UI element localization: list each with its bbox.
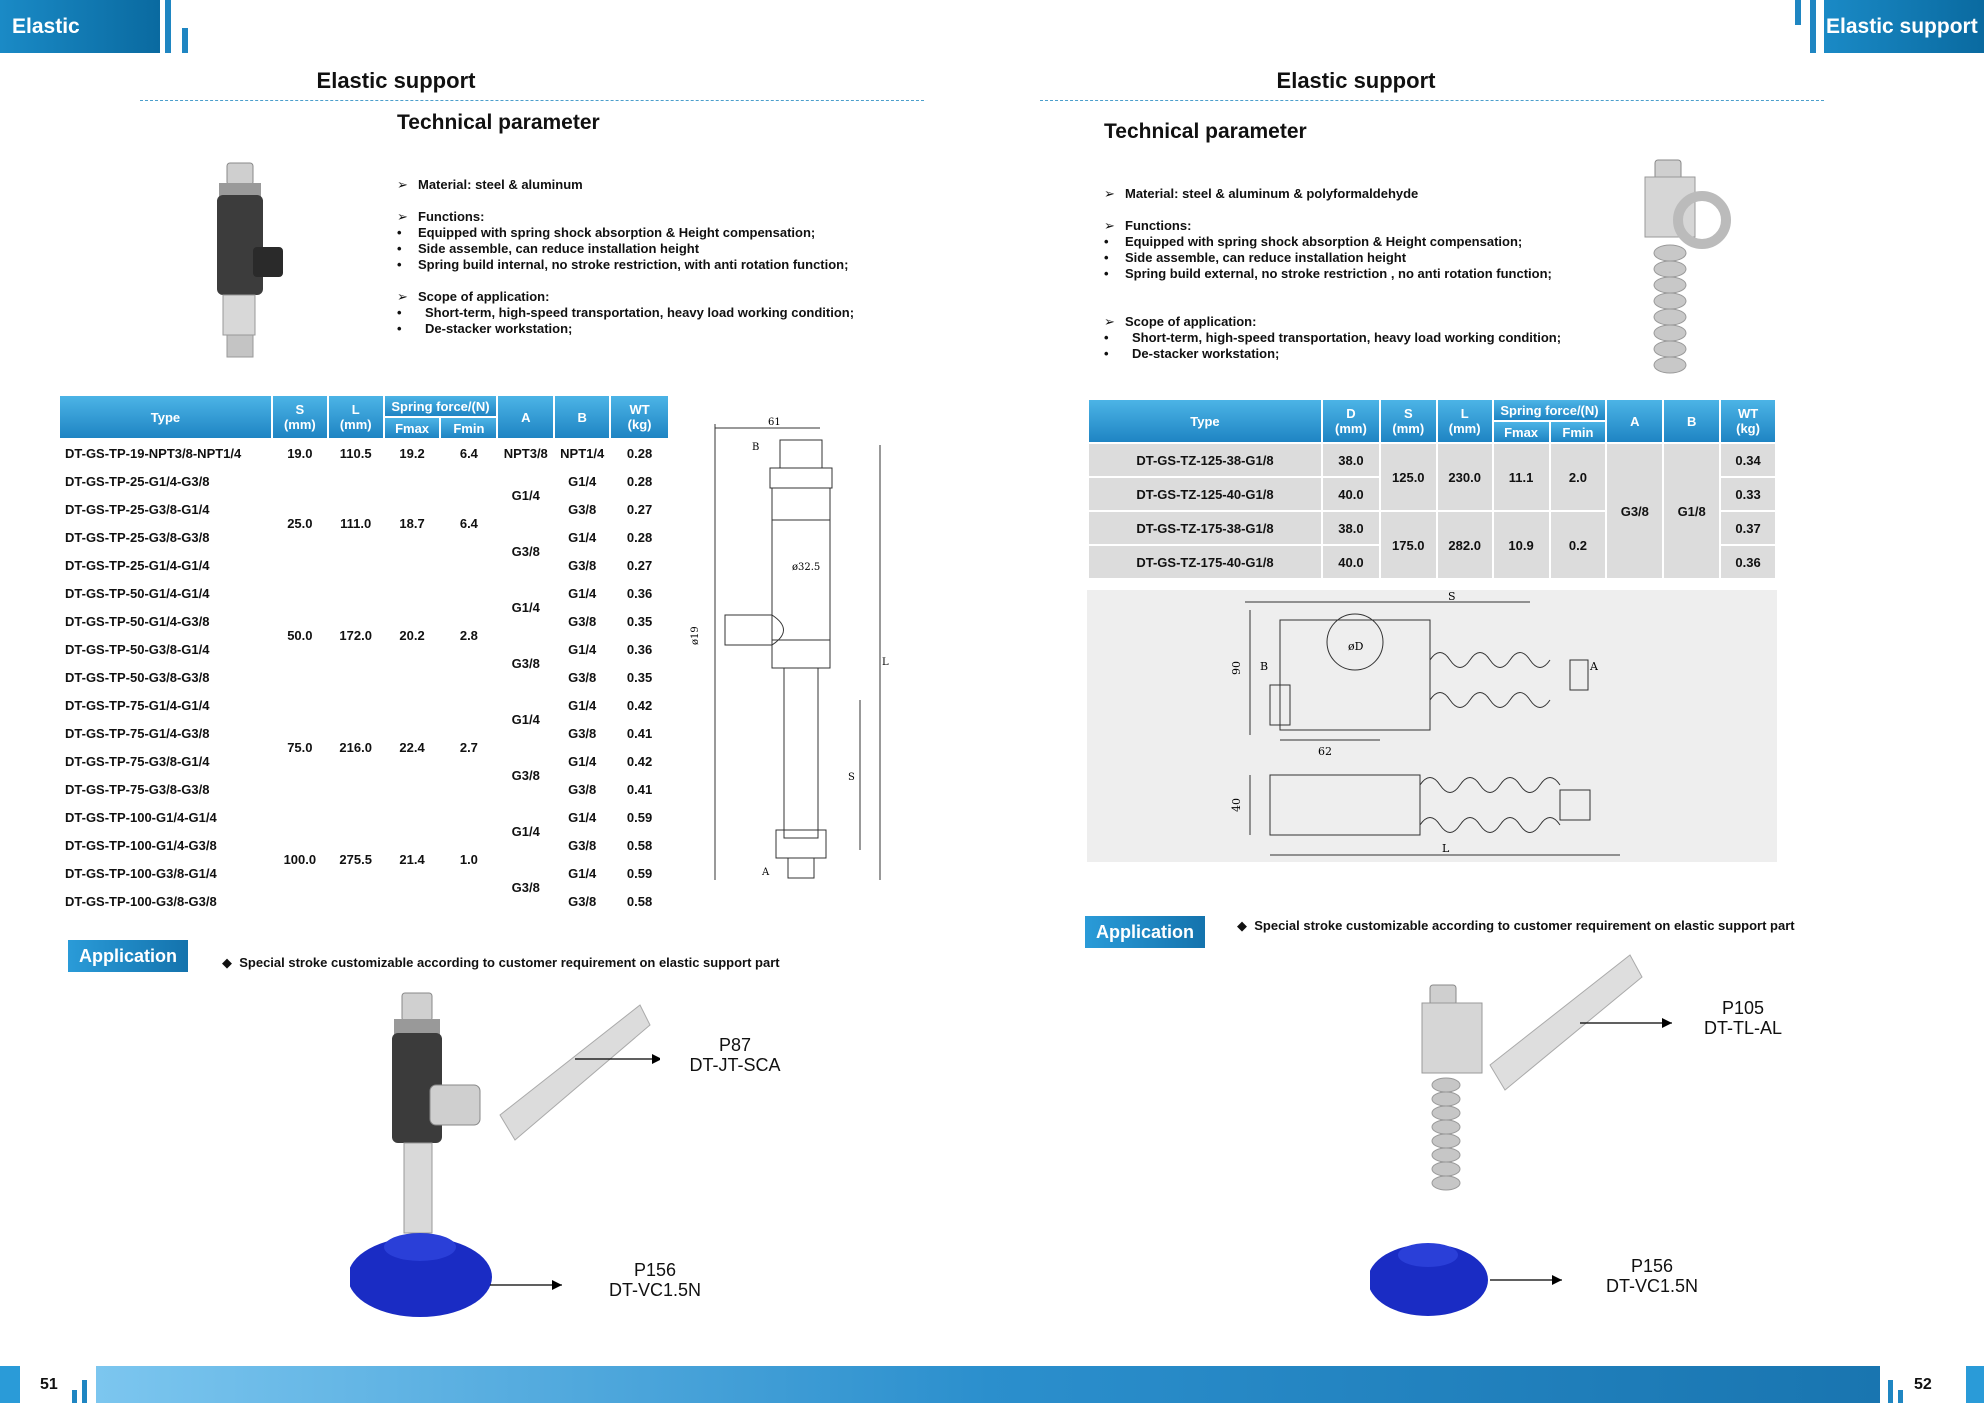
footer-bar-right-b — [1898, 1390, 1903, 1403]
header-bar-right-short — [1795, 0, 1801, 25]
table-row: DT-GS-TP-100-G3/8-G3/8 G3/8 0.58 — [59, 887, 669, 915]
right-functions-title: ➢ Functions: — [1104, 218, 1192, 233]
left-application-button[interactable]: Application — [68, 940, 188, 972]
table-row: DT-GS-TZ-125-38-G1/8 38.0 125.0 230.0 11.1 2.0 G3/8 G1/8 0.34 — [1088, 443, 1776, 477]
right-application-note — [1237, 918, 1795, 934]
left-spec-table — [58, 394, 670, 916]
right-th-b: B — [1663, 399, 1720, 443]
right-spec-block — [1104, 186, 1624, 362]
right-scope-title-text: Scope of application: — [1125, 314, 1257, 329]
left-th-l: L (mm) — [328, 395, 384, 439]
footer-bar-left-b — [82, 1380, 87, 1403]
right-callout-2: P156 DT-VC1.5N — [1605, 1256, 1699, 1296]
right-title-rule — [1040, 100, 1824, 101]
left-dim-side: ø19 — [690, 626, 701, 645]
right-dim-90: 90 — [1230, 661, 1243, 675]
table-row: DT-GS-TZ-175-40-G1/8 40.0 0.36 — [1088, 545, 1776, 579]
right-functions-title-text: Functions: — [1125, 218, 1192, 233]
right-dim-b: B — [1260, 660, 1269, 673]
page-number-right: 52 — [1914, 1376, 1932, 1393]
right-scope-item: • De-stacker workstation; — [1104, 346, 1280, 361]
page-number-left: 51 — [40, 1376, 58, 1393]
diamond-icon: ◆ — [222, 955, 232, 970]
header-tag-left-label: Elastic support — [12, 15, 91, 91]
left-function-item: • Side assemble, can reduce installation height — [397, 241, 700, 256]
table-row: DT-GS-TP-25-G1/4-G3/8 25.0 111.0 18.7 6.4 G1/4 G1/4 0.28 — [59, 467, 669, 495]
left-material-line: ➢ Material: steel & aluminum — [397, 177, 583, 192]
header-bar-left — [165, 0, 171, 53]
left-th-b: B — [554, 395, 610, 439]
right-th-l: L (mm) — [1437, 399, 1493, 443]
right-th-s: S (mm) — [1380, 399, 1437, 443]
left-material-text: Material: steel & aluminum — [418, 177, 583, 192]
right-dim-s: S — [1448, 590, 1456, 603]
table-row: DT-GS-TP-75-G3/8-G3/8 G3/8 0.41 — [59, 775, 669, 803]
right-technical-parameter: Technical parameter — [1104, 120, 1307, 143]
left-th-s: S (mm) — [272, 395, 328, 439]
table-row: DT-GS-TP-50-G3/8-G1/4 G3/8 G1/4 0.36 — [59, 635, 669, 663]
right-th-a: A — [1606, 399, 1663, 443]
table-row: DT-GS-TP-100-G3/8-G1/4 G3/8 G1/4 0.59 — [59, 859, 669, 887]
footer-bar-left-a — [72, 1390, 77, 1403]
footer-edge-left — [0, 1366, 20, 1403]
header-tag-right — [1824, 0, 1984, 53]
right-function-item: • Spring build external, no stroke restriction , no anti rotation function; — [1104, 266, 1552, 281]
left-th-type: Type — [59, 395, 272, 439]
left-callout-2: P156 DT-VC1.5N — [608, 1260, 702, 1300]
table-row: DT-GS-TP-100-G1/4-G3/8 G3/8 0.58 — [59, 831, 669, 859]
right-th-d: D (mm) — [1322, 399, 1380, 443]
table-row: DT-GS-TP-75-G3/8-G1/4 G3/8 G1/4 0.42 — [59, 747, 669, 775]
left-technical-drawing — [680, 410, 910, 890]
left-dim-a: A — [762, 867, 770, 878]
left-dim-dia: ø32.5 — [792, 562, 821, 573]
right-th-wt: WT (kg) — [1720, 399, 1776, 443]
table-row: DT-GS-TP-50-G3/8-G3/8 G3/8 0.35 — [59, 663, 669, 691]
header-tag-left — [0, 0, 160, 91]
table-row: DT-GS-TP-25-G3/8-G3/8 G3/8 G1/4 0.28 — [59, 523, 669, 551]
header-bar-right — [1810, 0, 1816, 53]
right-spec-table — [1087, 398, 1777, 580]
table-row: DT-GS-TP-25-G3/8-G1/4 G3/8 0.27 — [59, 495, 669, 523]
left-application-note — [222, 955, 780, 971]
left-dim-b: B — [752, 442, 760, 453]
left-spec-block — [397, 177, 917, 337]
left-th-wt: WT (kg) — [610, 395, 669, 439]
right-function-item: • Equipped with spring shock absorption & Height compensation; — [1104, 234, 1523, 249]
footer-band — [96, 1366, 1880, 1403]
right-function-item: • Side assemble, can reduce installation height — [1104, 250, 1407, 265]
right-page-title: Elastic support — [1276, 68, 1436, 93]
table-row: DT-GS-TZ-175-38-G1/8 38.0 175.0 282.0 10.9 0.2 0.37 — [1088, 511, 1776, 545]
left-dim-s: S — [848, 772, 855, 783]
right-product-image — [1630, 155, 1740, 380]
footer-edge-right — [1966, 1366, 1984, 1403]
right-dim-40: 40 — [1230, 798, 1243, 812]
table-row: DT-GS-TP-50-G1/4-G1/4 50.0 172.0 20.2 2.8 G1/4 G1/4 0.36 — [59, 579, 669, 607]
right-th-fmax: Fmax — [1493, 421, 1550, 443]
right-dim-62: 62 — [1318, 745, 1332, 758]
left-th-fmax: Fmax — [384, 417, 441, 439]
left-th-fmin: Fmin — [440, 417, 497, 439]
right-th-type: Type — [1088, 399, 1322, 443]
right-material-text: Material: steel & aluminum & polyformaldehyde — [1125, 186, 1419, 201]
table-row: DT-GS-TP-100-G1/4-G1/4 100.0 275.5 21.4 1.0 G1/4 G1/4 0.59 — [59, 803, 669, 831]
left-title-rule — [140, 100, 924, 101]
left-scope-item: • De-stacker workstation; — [397, 321, 573, 336]
left-dim-l: L — [882, 657, 889, 668]
right-application-note-text: Special stroke customizable according to customer requirement on elastic support part — [1254, 918, 1795, 933]
left-th-a: A — [497, 395, 554, 439]
table-row: DT-GS-TP-25-G1/4-G1/4 G3/8 0.27 — [59, 551, 669, 579]
table-row: DT-GS-TZ-125-40-G1/8 40.0 0.33 — [1088, 477, 1776, 511]
left-function-item: • Spring build internal, no stroke restriction, with anti rotation function; — [397, 257, 849, 272]
table-row: DT-GS-TP-19-NPT3/8-NPT1/4 19.0 110.5 19.2 6.4 NPT3/8 NPT1/4 0.28 — [59, 439, 669, 467]
right-th-fmin: Fmin — [1550, 421, 1607, 443]
left-scope-item: • Short-term, high-speed transportation, heavy load working condition; — [397, 305, 855, 320]
right-application-button[interactable]: Application — [1085, 916, 1205, 948]
table-row: DT-GS-TP-75-G1/4-G3/8 G3/8 0.41 — [59, 719, 669, 747]
left-scope-title: ➢ Scope of application: — [397, 289, 550, 304]
header-bar-left-short — [182, 28, 188, 53]
header-tag-right-label: Elastic support — [1826, 15, 1978, 38]
right-scope-item: • Short-term, high-speed transportation, heavy load working condition; — [1104, 330, 1562, 345]
left-application-note-text: Special stroke customizable according to customer requirement on elastic support part — [239, 955, 780, 970]
left-technical-parameter: Technical parameter — [397, 111, 600, 134]
left-function-item: • Equipped with spring shock absorption & Height compensation; — [397, 225, 816, 240]
right-material-line: ➢ Material: steel & aluminum & polyformaldehyde — [1104, 186, 1419, 201]
left-scope-title-text: Scope of application: — [418, 289, 550, 304]
left-th-spring: Spring force/(N) — [384, 395, 498, 417]
right-dim-l: L — [1442, 842, 1450, 855]
left-functions-title: ➢ Functions: — [397, 209, 485, 224]
left-callout-1: P87 DT-JT-SCA — [689, 1035, 781, 1075]
diamond-icon: ◆ — [1237, 918, 1247, 933]
right-callout-1: P105 DT-TL-AL — [1703, 998, 1782, 1038]
right-dim-d: øD — [1348, 640, 1364, 653]
table-row: DT-GS-TP-50-G1/4-G3/8 G3/8 0.35 — [59, 607, 669, 635]
right-technical-drawing — [1230, 590, 1650, 862]
left-page-title: Elastic support — [316, 68, 476, 93]
left-dim-top: 61 — [768, 417, 781, 428]
right-th-spring: Spring force/(N) — [1493, 399, 1607, 421]
left-product-image — [205, 155, 295, 365]
left-functions-title-text: Functions: — [418, 209, 485, 224]
right-dim-a: A — [1590, 660, 1598, 673]
table-row: DT-GS-TP-75-G1/4-G1/4 75.0 216.0 22.4 2.7 G1/4 G1/4 0.42 — [59, 691, 669, 719]
footer-bar-right-a — [1888, 1380, 1893, 1403]
right-scope-title: ➢ Scope of application: — [1104, 314, 1257, 329]
